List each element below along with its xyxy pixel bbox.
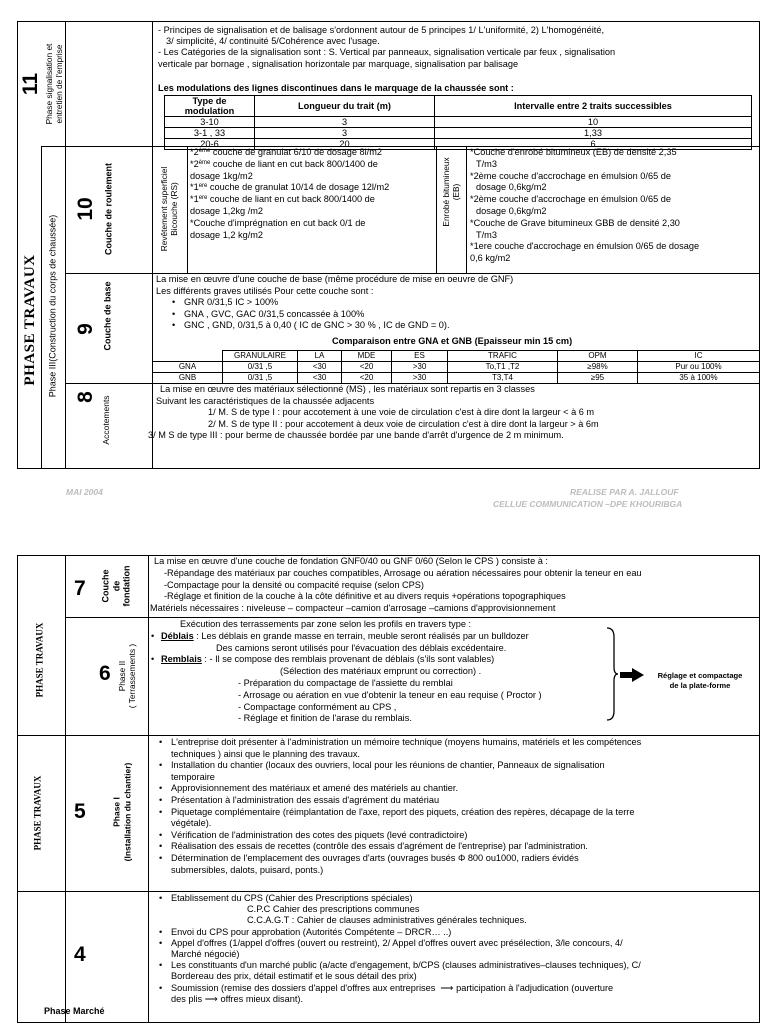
s6-deblais: • Déblais : Les déblais en grande masse en terrain, meuble seront réalisés par un bulldozer	[151, 630, 529, 641]
s11-table-title: Les modulations des lignes discontinues dans le marquage de la chaussée sont :	[158, 83, 514, 93]
s6-dash: - Arrosage ou aération en vue d'obtenir la teneur en eau requise ( Proctor )	[238, 689, 542, 700]
rs-line: dosage 1kg/m2	[190, 170, 253, 181]
divider	[17, 735, 760, 736]
section-10-label: Couche de roulement	[103, 162, 114, 256]
rs-line: dosage 1,2kg /m2	[190, 205, 264, 216]
s9-bullets	[156, 297, 756, 332]
phase3-caption: Phase III(Construction du corps de chaussée)	[47, 214, 58, 398]
table-header: IC	[638, 351, 760, 362]
s9-bullet: • GNC , GND, 0/31,5 à 0,40 ( IC de GNC > 30 % , IC de GND = 0).	[170, 320, 756, 332]
s7-line: -Réglage et finition de la couche à la côte définitive et au divers requis +opérations topographiques	[164, 591, 566, 602]
rs-label: Revêtement superficiel Bicouche (RS)	[159, 166, 179, 252]
arrow-right-icon	[620, 668, 644, 682]
s6-dash: - Réglage et finition de l'arase du remblais.	[238, 713, 412, 724]
section-7-text	[150, 556, 758, 615]
table-header: Type de modulation	[165, 96, 255, 117]
section-5-number: 5	[74, 800, 86, 823]
s6-dash: - Compactage conformément au CPS ,	[238, 701, 397, 712]
table-header	[153, 351, 223, 362]
s5-bullet: • Installation du chantier (locaux des ouvriers, local pour les réunions de chantier, Panneaux de signalisation temporaire	[157, 760, 757, 783]
table-cell: 6	[435, 139, 752, 150]
arrow-right-icon: ⟶	[204, 993, 218, 1004]
table-cell: Pur ou 100%	[638, 362, 760, 373]
s6-dash: - Préparation du compactage de l'assiette du remblai	[238, 677, 453, 688]
table-cell: ≥95	[558, 373, 638, 384]
s4-bullet: • Etablissement du CPS (Cahier des Prescriptions spéciales) C.P.C Cahier des prescriptions communes C.C.A.G.T : Cahier de clauses administratives générales techniques.	[157, 893, 757, 927]
s5-bullet: • Détermination de l'emplacement des ouvrages d'arts (ouvrages busés Φ 800 ou1000, radiers évidés submersibles, dalots, puisard, ponts.)	[157, 853, 757, 876]
table-cell: <30	[298, 362, 342, 373]
table-cell: 35 à 100%	[638, 373, 760, 384]
table-cell: >30	[392, 373, 448, 384]
divider	[187, 146, 188, 273]
rs-line: *1ere couche de liant en cut back 800/1400 de	[190, 194, 375, 205]
s4-bullet: • Envoi du CPS pour approbation (Autorités Compétente – DRCR… ..)	[157, 927, 757, 938]
eb-label: Enrobé bitumineux (EB)	[441, 157, 461, 227]
table-cell: 3-1 , 33	[165, 128, 255, 139]
s5-bullet: • Présentation à l'administration des essais d'agrément du matériau	[157, 795, 757, 807]
eb-line: *1ere couche d'accrochage en émulsion 0/65 de dosage	[470, 241, 700, 252]
s5-bullet: • L'entreprise doit présenter à l'administration un mémoire technique (moyens humains, matériels et les compétences techniques ) ainsi que le planning des travaux.	[157, 737, 757, 760]
arrow-right-icon: ⟶	[440, 982, 454, 993]
eb-text	[470, 147, 758, 265]
divider	[436, 146, 437, 273]
table-cell: ≥98%	[558, 362, 638, 373]
s6-arrow-label: Réglage et compactage de la plate-forme	[657, 671, 743, 690]
s4-bullet: • Les constituants d'un marché public (a/acte d'engagement, b/CPS (clauses administratives–clauses techniques), C/ Bordereau des prix, détail estimatif et le sous détail des prix)	[157, 960, 757, 982]
section-5-text	[157, 737, 757, 876]
s7-line: -Compactage pour la densité ou compacité requise (selon CPS)	[164, 579, 424, 590]
s7-line: La mise en œuvre d'une couche de fondation GNF0/40 ou GNF 0/60 (Selon le CPS ) consiste à :	[154, 556, 548, 566]
phase-travaux-label-3: PHASE TRAVAUX	[32, 775, 43, 851]
eb-line: T/m3	[476, 229, 497, 240]
s9-bullet: • GNR 0/31,5 IC > 100%	[170, 297, 756, 309]
footer-credit-1: REALISE PAR A. JALLOUF	[570, 487, 679, 497]
section-8-text	[148, 384, 758, 442]
eb-line: dosage 0,6kg/m2	[476, 182, 547, 193]
table-cell: 20	[255, 139, 435, 150]
section-11-label: Phase signalisation et entretien de l'emprise	[44, 43, 64, 125]
eb-line: dosage 0,6kg/m2	[476, 205, 547, 216]
divider	[41, 146, 42, 469]
table-header: LA	[298, 351, 342, 362]
s5-bullet: • Approvisionnement des matériaux et amené des matériels au chantier.	[157, 783, 757, 795]
s8-line: La mise en œuvre des matériaux sélectionné (MS) , les matériaux sont repartis en 3 classes	[160, 384, 535, 394]
table-cell: 10	[435, 117, 752, 128]
table-header: Longueur du trait (m)	[255, 96, 435, 117]
rs-line: *Couche d'imprégnation en cut back 0/1 de	[190, 217, 366, 228]
table-cell: 3	[255, 128, 435, 139]
section-6-number: 6	[99, 662, 111, 685]
s8-line: Suivant les caractéristiques de la chaussée adjacents	[156, 395, 375, 406]
rs-line: *2ème couche de liant en cut back 800/1400 de	[190, 158, 378, 169]
eb-line: 0,6 kg/m2	[470, 253, 511, 264]
section-9-number: 9	[74, 323, 98, 335]
footer-credit-2: CELLUE COMMUNICATION –DPE KHOURIBGA	[493, 499, 683, 509]
s7-line: -Répandage des matériaux par couches compatibles, Arrosage ou aération nécessaires pour obtenir la teneur en eau	[164, 567, 642, 578]
phase-travaux-label-2: PHASE TRAVAUX	[34, 622, 45, 698]
table-cell: 3	[255, 117, 435, 128]
s11-line: - Les Catégories de la signalisation sont : S. Vertical par panneaux, signalisation verticale par feux , signalisation	[158, 47, 616, 58]
section-9-text	[156, 274, 756, 332]
section-8-number: 8	[74, 391, 98, 403]
eb-line: *2ème couche d'accrochage en émulsion 0/65 de	[470, 170, 671, 181]
eb-line: T/m3	[476, 158, 497, 169]
divider	[65, 617, 760, 618]
table-cell: 0/31 ,5	[223, 362, 298, 373]
table-header: OPM	[558, 351, 638, 362]
brace-icon	[605, 627, 619, 721]
section-5-label: Phase I (Installation du chantier)	[111, 762, 132, 862]
section-4-text	[157, 893, 757, 1005]
s8-line: 3/ M S de type III : pour berme de chaussée bordée par une bande d'arrêt d'urgence de 2 m minimum.	[148, 430, 564, 441]
rs-line: *1ere couche de granulat 10/14 de dosage 12l/m2	[190, 182, 390, 193]
table-cell: 20-6	[165, 139, 255, 150]
s9-table-title: Comparaison entre GNA et GNB (Epaisseur min 15 cm)	[332, 336, 573, 346]
table-cell: To,T1 ,T2	[448, 362, 558, 373]
section-7-label: Couche de fondation	[100, 565, 132, 607]
s8-line: 2/ M. S de type II : pour accotement à deux voie de circulation c'est à dire dont la largeur > à 6m	[208, 418, 599, 429]
section-8-label: Accotements	[100, 395, 111, 445]
section-6-text	[150, 619, 620, 725]
s7-line: Matériels nécessaires : niveleuse – compacteur –camion d'arrosage –camions d'approvisionnement	[150, 603, 556, 614]
table-cell: <20	[342, 373, 392, 384]
table-cell: <30	[298, 373, 342, 384]
eb-line: *2ème couche d'accrochage en émulsion 0/65 de	[470, 194, 671, 205]
s4-bullet: • Appel d'offres (1/appel d'offres (ouvert ou restreint), 2/ Appel d'offres ouvert avec présélection, 3/le concours, 4/ Marché négocié)	[157, 938, 757, 960]
section-4-number: 4	[74, 943, 86, 966]
section-11-text	[158, 25, 756, 70]
eb-line: *Couche de Grave bitumineux GBB de densité 2,30	[470, 217, 680, 228]
section-9-label: Couche de base	[102, 281, 113, 351]
s11-line: 3/ simplicité, 4/ continuité 5/Cohérence avec l'usage.	[166, 36, 380, 47]
divider	[65, 21, 66, 469]
s6-remblais: • Remblais : - Il se compose des remblais provenant de déblais (s'ils sont valables)	[151, 654, 495, 665]
s11-line: verticale par bornage , signalisation horizontale par marquage, signalisation par balisage	[158, 58, 519, 69]
divider	[17, 891, 760, 892]
divider	[148, 555, 149, 1023]
table-header: MDE	[342, 351, 392, 362]
table-cell: GNB	[153, 373, 223, 384]
rs-text	[190, 147, 424, 241]
s4-bullets	[157, 893, 757, 1005]
section-6-label: Phase II ( Terrassements )	[117, 643, 137, 709]
divider	[65, 555, 66, 1023]
rs-line: *2ème couche de granulat 6/10 de dosage 8l/m2	[190, 147, 382, 157]
footer-date: MAI 2004	[66, 487, 103, 497]
section-11-number: 11	[19, 72, 43, 96]
section-10-number: 10	[74, 197, 98, 221]
s5-bullets	[157, 737, 757, 876]
s9-bullet: • GNA , GVC, GAC 0/31,5 concassée à 100%	[170, 309, 756, 321]
table-cell: T3,T4	[448, 373, 558, 384]
table-cell: <20	[342, 362, 392, 373]
table-cell: 1,33	[435, 128, 752, 139]
table-header: TRAFIC	[448, 351, 558, 362]
s4-bullet: • Soumission (remise des dossiers d'appel d'offres aux entreprises ⟶ participation à l'adjudication (ouverture des plis ⟶ offres mieux disant).	[157, 983, 757, 1005]
s11-modulation-table	[164, 95, 752, 150]
s8-line: 1/ M. S de type I : pour accotement à une voie de circulation c'est à dire dont la largeur < à 6 m	[208, 407, 595, 418]
section-4-label: Phase Marché	[44, 1006, 105, 1016]
s5-bullet: • Réalisation des essais de recettes (contrôle des essais d'agrément de l'entreprise) par l'administration.	[157, 841, 757, 853]
table-header: Intervalle entre 2 traits successibles	[435, 96, 752, 117]
s9-comparison-table	[152, 350, 760, 384]
s9-line: Les différents graves utilisés Pour cette couche sont :	[156, 285, 374, 296]
table-header: ES	[392, 351, 448, 362]
table-cell: 0/31 ,5	[223, 373, 298, 384]
s6-deblais-2: Des camions seront utilisés pour l'évacuation des déblais excédentaire.	[216, 642, 507, 653]
table-cell: 3-10	[165, 117, 255, 128]
s9-line: La mise en œuvre d'une couche de base (même procédure de mise en oeuvre de GNF)	[156, 274, 514, 284]
s5-bullet: • Vérification de l'administration des cotes des piquets (levé contradictoire)	[157, 830, 757, 842]
s6-remblais-2: (Sélection des matériaux emprunt ou correction) .	[280, 666, 482, 677]
phase-travaux-label: PHASE TRAVAUX	[21, 254, 38, 386]
section-7-number: 7	[74, 577, 86, 600]
s6-intro: Exécution des terrassements par zone selon les profils en travers type :	[180, 619, 472, 629]
s11-line: - Principes de signalisation et de balisage s'ordonnent autour de 5 principes 1/ L'uniformité, 2) L'homogénéité,	[158, 25, 605, 35]
s5-bullet: • Piquetage complémentaire (réimplantation de l'axe, report des piquets, création des repères, décapage de la terre végétale).	[157, 807, 757, 830]
table-header: GRANULAIRE	[223, 351, 298, 362]
table-cell: >30	[392, 362, 448, 373]
table-cell: GNA	[153, 362, 223, 373]
divider	[466, 146, 467, 273]
eb-line: *Couche d'enrobé bitumineux (EB) de densité 2,35	[470, 147, 677, 157]
rs-line: dosage 1,2 kg/m2	[190, 229, 264, 240]
